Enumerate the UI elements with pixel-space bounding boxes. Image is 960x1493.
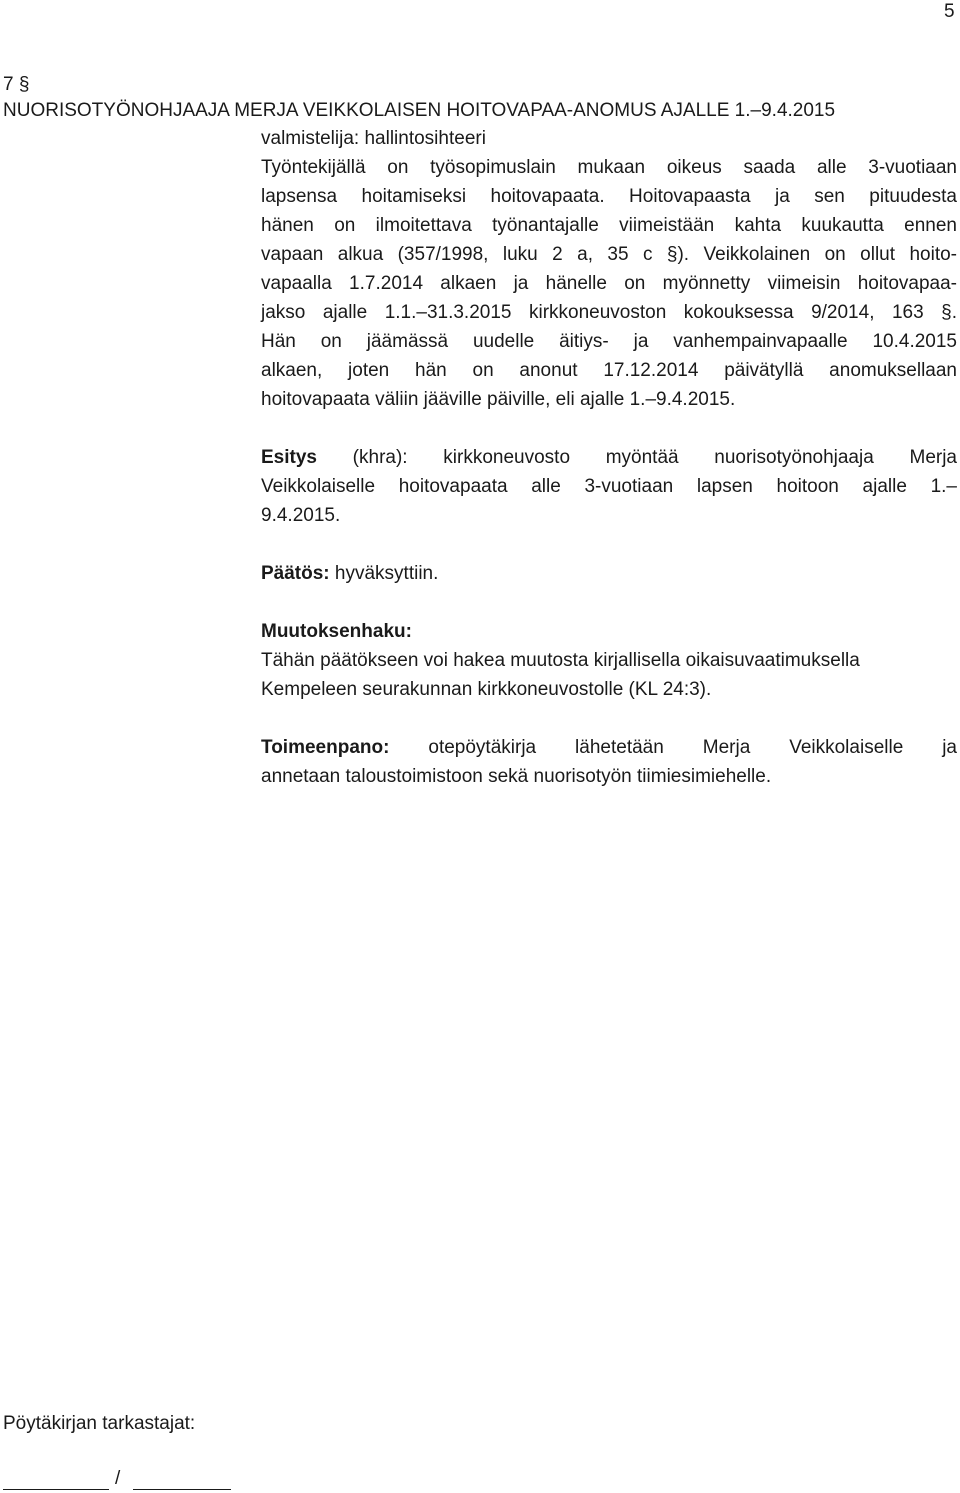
preparer-line: valmistelija: hallintosihteeri xyxy=(261,128,486,149)
proposal-block xyxy=(261,443,957,530)
execution-text: otepöytäkirja lähetetään Merja Veikkolaiselle ja xyxy=(389,737,957,758)
body-line: jakso ajalle 1.1.–31.3.2015 kirkkoneuvoston kokouksessa 9/2014, 163 §. xyxy=(261,302,957,323)
preparation-block xyxy=(261,124,957,414)
body-line: vapaan alkua (357/1998, luku 2 a, 35 c §). Veikkolainen on ollut hoito- xyxy=(261,244,957,265)
decision-line xyxy=(261,559,957,588)
proposal-line xyxy=(261,443,957,472)
execution-label: Toimeenpano: xyxy=(261,737,390,758)
appeal-line: Tähän päätökseen voi hakea muutosta kirjallisella oikaisuvaatimuksella xyxy=(261,650,860,671)
execution-line: annetaan taloustoimistoon sekä nuorisotyön tiimiesimiehelle. xyxy=(261,766,772,787)
proposal-text: (khra): kirkkoneuvosto myöntää nuorisotyönohjaaja Merja xyxy=(316,447,957,468)
body-line: hänen on ilmoitettava työnantajalle viimeistään kahta kuukautta ennen xyxy=(261,215,957,236)
signature-blank-1[interactable] xyxy=(3,1489,109,1490)
appeal-label: Muutoksenhaku: xyxy=(261,621,412,642)
section-title: NUORISOTYÖNOHJAAJA MERJA VEIKKOLAISEN HOITOVAPAA-ANOMUS AJALLE 1.–9.4.2015 xyxy=(3,100,836,121)
body-line: lapsensa hoitamiseksi hoitovapaata. Hoitovapaasta ja sen pituudesta xyxy=(261,186,957,207)
proposal-line: Veikkolaiselle hoitovapaata alle 3-vuotiaan lapsen hoitoon ajalle 1.– xyxy=(261,476,957,497)
body-line: Työntekijällä on työsopimuslain mukaan oikeus saada alle 3-vuotiaan xyxy=(261,157,957,178)
section-number: 7 § xyxy=(3,74,30,95)
inspectors-label: Pöytäkirjan tarkastajat: xyxy=(3,1413,196,1434)
proposal-label: Esitys xyxy=(261,447,317,468)
decision-block xyxy=(261,559,957,588)
body-line: Hän on jäämässä uudelle äitiys- ja vanhempainvapaalle 10.4.2015 xyxy=(261,331,957,352)
body-line: vapaalla 1.7.2014 alkaen ja hänelle on myönnetty viimeisin hoitovapaa- xyxy=(261,273,957,294)
body-line: alkaen, joten hän on anonut 17.12.2014 päivätyllä anomuksellaan xyxy=(261,360,957,381)
decision-label: Päätös: xyxy=(261,563,330,584)
page-number: 5 xyxy=(944,1,955,22)
execution-line xyxy=(261,733,957,762)
signature-blank-2[interactable] xyxy=(133,1489,231,1490)
execution-block xyxy=(261,733,957,791)
appeal-line: Kempeleen seurakunnan kirkkoneuvostolle (KL 24:3). xyxy=(261,679,712,700)
appeal-block xyxy=(261,617,957,704)
proposal-line: 9.4.2015. xyxy=(261,505,341,526)
body-line: hoitovapaata väliin jääville päiville, eli ajalle 1.–9.4.2015. xyxy=(261,389,736,410)
signature-separator: / xyxy=(115,1468,121,1489)
decision-text: hyväksyttiin. xyxy=(329,563,439,584)
